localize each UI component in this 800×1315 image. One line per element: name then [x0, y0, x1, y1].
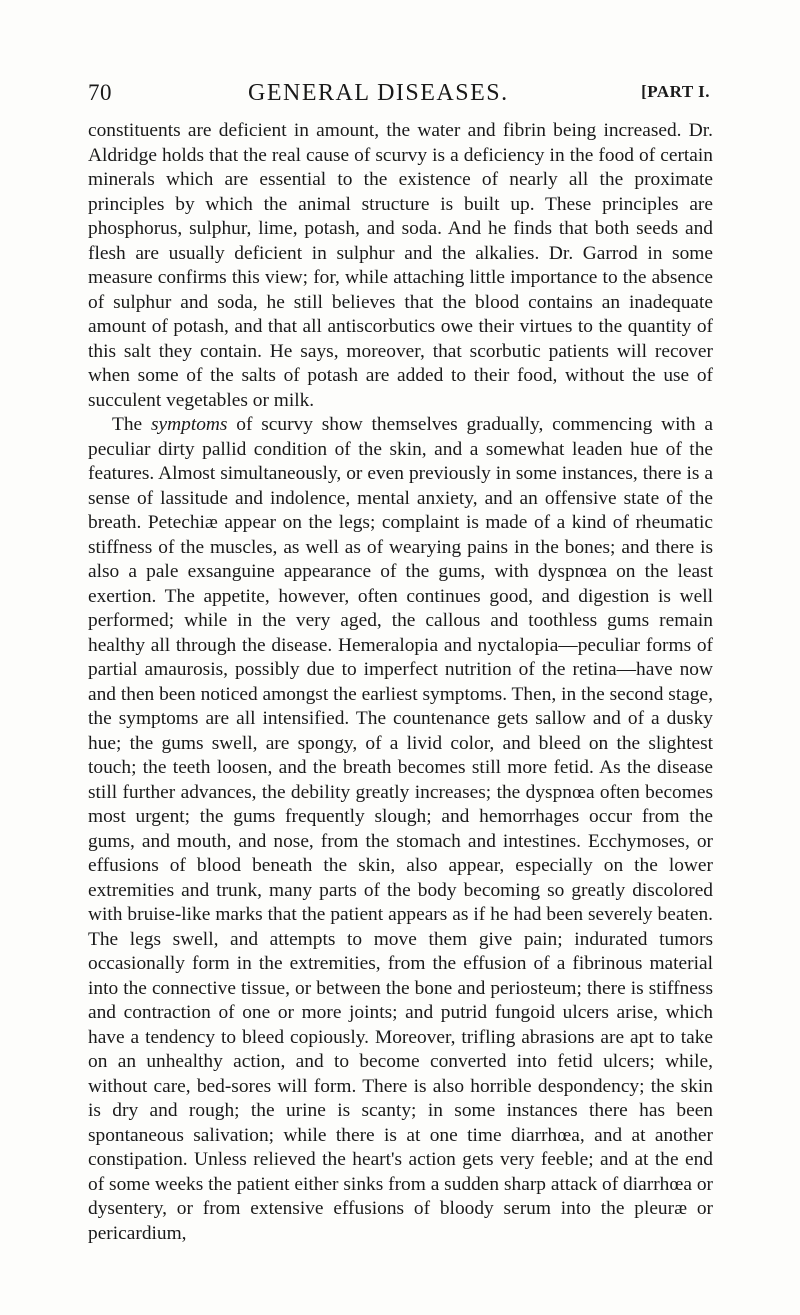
body-text	[88, 119, 713, 1246]
part-label: [PART I.	[641, 82, 710, 101]
page-number: 70	[88, 80, 112, 105]
paragraph-lead: The	[112, 414, 151, 435]
paragraph-continuation: constituents are deficient in amount, the water and fibrin being increased. Dr. Aldridge holds that the real cause of scurvy is a deficiency in the food of certain minerals which are essential to the existence of nearly all the proximate principles by which the animal structure is built up. These principles are phosphorus, sulphur, lime, potash, and soda. And he finds that both seeds and flesh are usually deficient in sulphur and the alkalies. Dr. Garrod in some measure confirms this view; for, while attaching little importance to the absence of sulphur and soda, he still believes that the blood contains an inadequate amount of potash, and that all antiscorbutics owe their virtues to the quantity of this salt they contain. He says, moreover, that scorbutic patients will recover when some of the salts of potash are added to their food, without the use of succulent vegetables or milk.	[88, 120, 713, 411]
emphasis-symptoms: symptoms	[150, 414, 228, 435]
page-header	[88, 80, 710, 114]
paragraph-symptoms	[88, 413, 713, 1246]
running-title: GENERAL DISEASES.	[248, 80, 509, 106]
paragraph-body: of scurvy show themselves gradually, commencing with a peculiar dirty pallid condition of the skin, and a somewhat leaden hue of the features. Almost simultaneously, or even previously in some instances, there is a sense of lassitude and indolence, mental anxiety, and an offensive state of the breath. Petechiæ appear on the legs; complaint is made of a kind of rheumatic stiffness of the muscles, as well as of wearying pains in the bones; and there is also a pale exsanguine appearance of the gums, with dyspnœa on the least exertion. The appetite, however, often continues good, and digestion is well performed; while in the very aged, the callous and toothless gums remain healthy all through the disease. Hemeralopia and nyctalopia—peculiar forms of partial amaurosis, possibly due to imperfect nutrition of the retina—have now and then been noticed amongst the earliest symptoms. Then, in the second stage, the symptoms are all intensified. The countenance gets sallow and of a dusky hue; the gums swell, are spongy, of a livid color, and bleed on the slightest touch; the teeth loosen, and the breath becomes still more fetid. As the disease still further advances, the debility greatly increases; the dyspnœa often becomes most urgent; the gums frequently slough; and hemorrhages occur from the gums, and mouth, and nose, from the stomach and intestines. Ecchymoses, or effusions of blood beneath the skin, also appear, especially on the lower extremities and trunk, many parts of the body becoming so greatly discolored with bruise-like marks that the patient appears as if he had been severely beaten. The legs swell, and attempts to move them give pain; indurated tumors occasionally form in the extremities, from the effusion of a fibrinous material into the connective tissue, or between the bone and periosteum; there is stiffness and contraction of one or more joints; and putrid fungoid ulcers arise, which have a tendency to bleed copiously. Moreover, trifling abrasions are apt to take on an unhealthy action, and to become converted into fetid ulcers; while, without care, bed-sores will form. There is also horrible despondency; the skin is dry and rough; the urine is scanty; in some instances there has been spontaneous salivation; while there is at one time diarrhœa, and at another constipation. Unless relieved the heart's action gets very feeble; and at the end of some weeks the patient either sinks from a sudden sharp attack of diarrhœa or dysentery, or from extensive effusions of bloody serum into the pleuræ or pericardium,	[88, 414, 713, 1244]
